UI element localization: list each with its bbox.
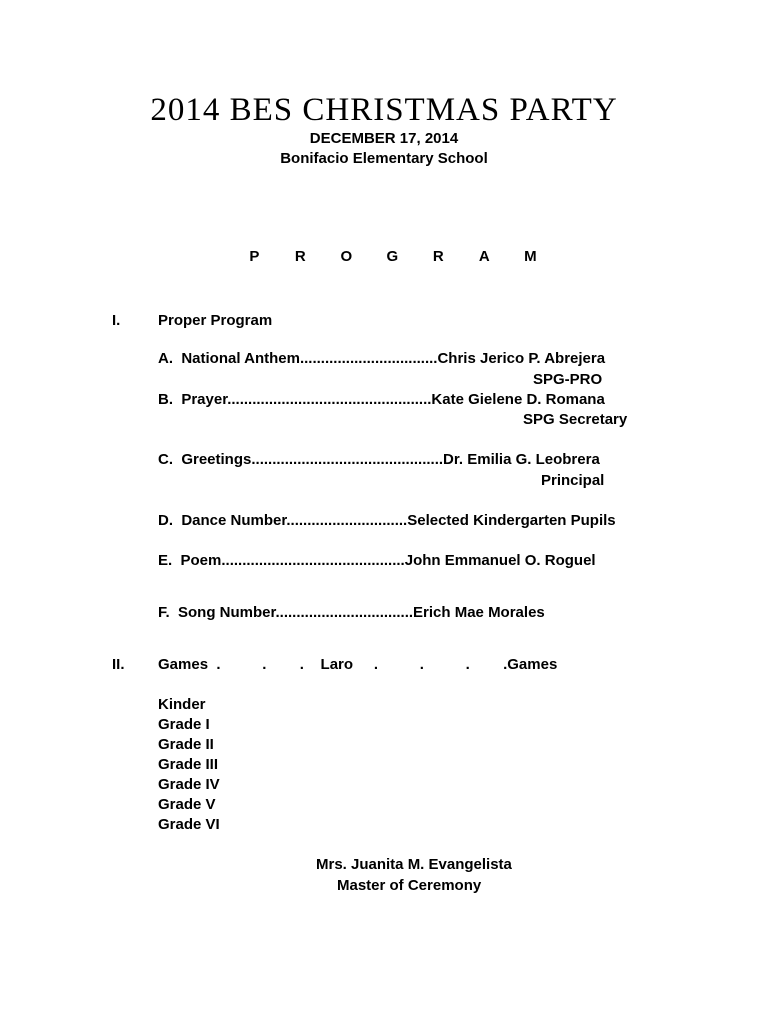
section-heading: Proper Program [158, 312, 273, 329]
program-letter: P [249, 248, 260, 265]
program-item: E. Poem............................................John Emmanuel O. Roguel [158, 552, 596, 569]
program-letter: G [386, 248, 399, 265]
grade-item: Grade VI [158, 816, 220, 833]
emcee-name: Mrs. Juanita M. Evangelista [316, 856, 512, 873]
program-item: A. National Anthem.................................Chris Jerico P. Abrejera [158, 350, 606, 367]
grade-item: Grade III [158, 756, 219, 773]
school-name: Bonifacio Elementary School [280, 150, 488, 167]
program-letter: A [478, 248, 490, 265]
program-item: C. Greetings..............................................Dr. Emilia G. Leobrera [158, 451, 600, 468]
section-heading: Games . . . Laro . . . .Games [158, 656, 558, 673]
emcee-role: Master of Ceremony [337, 877, 482, 894]
program-letter: R [294, 248, 306, 265]
program-letter: M [524, 248, 537, 265]
program-item: B. Prayer.................................................Kate Gielene D. Romana [158, 391, 605, 408]
program-item-role: SPG Secretary [523, 411, 628, 428]
program-item: D. Dance Number.............................Selected Kindergarten Pupils [158, 512, 616, 529]
grade-item: Kinder [158, 696, 206, 713]
program-item: F. Song Number.................................Erich Mae Morales [158, 604, 545, 621]
section-numeral: II. [112, 656, 125, 673]
grade-item: Grade II [158, 736, 214, 753]
grade-item: Grade I [158, 716, 210, 733]
document-title: 2014 BES CHRISTMAS PARTY [150, 92, 618, 128]
program-item-role: SPG-PRO [533, 371, 603, 388]
event-date: DECEMBER 17, 2014 [309, 130, 459, 147]
program-item-role: Principal [541, 472, 605, 489]
program-letter: O [340, 248, 353, 265]
grade-item: Grade IV [158, 776, 220, 793]
program-letter: R [432, 248, 444, 265]
program-heading [0, 231, 768, 282]
grade-item: Grade V [158, 796, 216, 813]
section-numeral: I. [112, 312, 121, 329]
